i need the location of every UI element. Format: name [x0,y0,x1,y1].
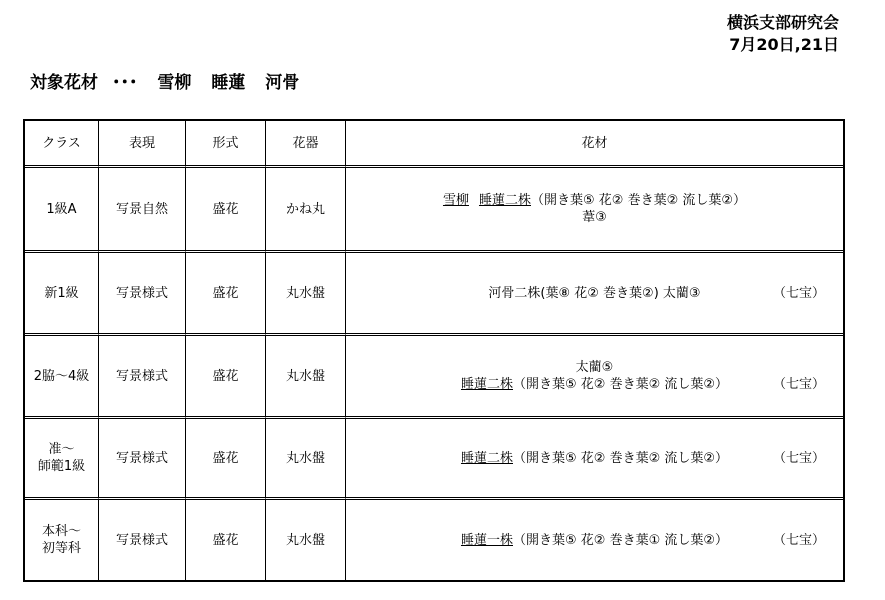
material-underlined: 雪柳 [442,193,469,208]
cell-class [25,419,99,500]
subject-item: 雪柳 [157,73,192,93]
cell-style: 盛花 [186,419,266,500]
material-underlined: 睡蓮二株 [460,450,513,466]
cell-vessel: 丸水盤 [266,253,346,336]
cell-materials [346,500,843,582]
class-line2: 師範1級 [37,459,86,474]
cell-expression: 写景様式 [99,253,186,336]
column-header-style: 形式 [186,121,266,168]
cell-class: 新1級 [25,253,99,336]
curriculum-table [23,119,845,582]
cell-materials [346,419,843,500]
cell-expression: 写景様式 [99,500,186,582]
cell-expression: 写景様式 [99,336,186,419]
subject-item: 睡蓮 [211,73,246,93]
event-dates: 7月20日,21日 [729,35,839,54]
cell-style: 盛花 [186,168,266,253]
cell-style: 盛花 [186,253,266,336]
material-underlined: 睡蓮二株 [478,193,531,208]
table-row [25,419,843,500]
table-row [25,253,843,336]
header-block [727,12,839,56]
class-line1: 本科～ [41,524,81,539]
class-line1: 准～ [48,442,75,457]
organization-title: 横浜支部研究会 [726,13,839,32]
material-detail: （開き葉⑤ 花② 巻き葉① 流し葉②） [513,532,729,548]
material-underlined: 睡蓮二株 [460,377,513,392]
cell-style: 盛花 [186,336,266,419]
cell-materials [346,253,843,336]
subject-label: 対象花材 [30,73,98,93]
cell-class: 1級A [25,168,99,253]
cell-vessel: 丸水盤 [266,419,346,500]
material-note: （七宝） [772,450,825,466]
table-row [25,336,843,419]
material-detail: 河骨二株(葉⑧ 花② 巻き葉②) 太藺③ [488,285,701,301]
cell-expression: 写景様式 [99,419,186,500]
material-detail: （開き葉⑤ 花② 巻き葉② 流し葉②） [531,193,747,208]
material-detail: （開き葉⑤ 花② 巻き葉② 流し葉②） [513,377,729,392]
table-row [25,168,843,253]
material-detail: （開き葉⑤ 花② 巻き葉② 流し葉②） [513,450,729,466]
material-underlined: 睡蓮一株 [460,532,513,548]
table-row [25,500,843,582]
subject-separator: ･･･ [112,73,138,93]
cell-materials [346,168,843,253]
subject-line [30,68,313,93]
material-note: （七宝） [772,377,825,392]
cell-style: 盛花 [186,500,266,582]
material-note: （七宝） [772,532,825,548]
column-header-class: クラス [25,121,99,168]
material-note: （七宝） [772,285,825,301]
column-header-vessel: 花器 [266,121,346,168]
cell-expression: 写景自然 [99,168,186,253]
table-header-row [25,121,843,168]
material-line2: 葦③ [582,210,607,225]
cell-materials [346,336,843,419]
cell-vessel: かね丸 [266,168,346,253]
cell-vessel: 丸水盤 [266,500,346,582]
class-line2: 初等科 [41,541,81,556]
material-line1: 太藺⑤ [575,360,614,375]
column-header-expression: 表現 [99,121,186,168]
column-header-materials: 花材 [346,121,843,168]
cell-class: 2脇～4級 [25,336,99,419]
cell-vessel: 丸水盤 [266,336,346,419]
subject-item: 河骨 [265,73,300,93]
cell-class [25,500,99,582]
